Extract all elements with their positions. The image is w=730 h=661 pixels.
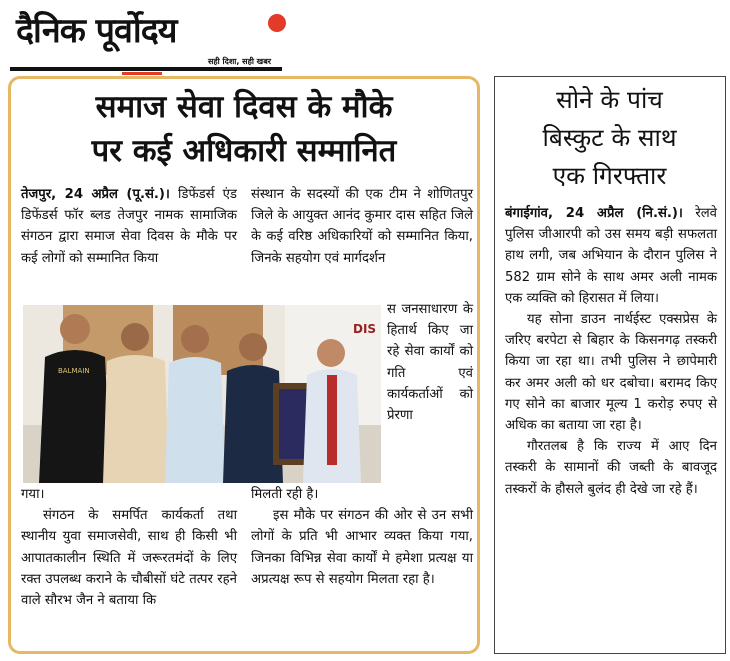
tagline: सही दिशा, सही खबर xyxy=(208,57,272,66)
story2-column xyxy=(505,203,717,500)
story1-para2: संगठन के समर्पित कार्यकर्ता तथा स्थानीय युवा समाजसेवी, साथ ही किसी भी आपातकालीन स्थिति में जरूरतमंदों के लिए रक्त उपलब्ध कराने के चौबीसों घंटे तत्पर रहने वाले सौरभ जैन ने बताया कि xyxy=(21,508,237,609)
story1-para-b1: संस्थान के सदस्यों की एक टीम ने शोणितपुर जिले के आयुक्त आनंद कुमार दास सहित जिले के कई वरिष्ठ अधिकारियों को सम्मानित किया, जिनके सहयोग एवं मार्गदर्शन xyxy=(251,187,473,266)
story1-headline-line1: समाज सेवा दिवस के मौके xyxy=(95,89,393,125)
story1-para1: डिफेंडर्स एंड डिफेंडर्स फॉर ब्लड तेजपुर नामक सामाजिक संगठन द्वारा समाज सेवा दिवस के मौके पर कई लोगों को सम्मानित किया xyxy=(21,187,237,266)
story1-para-b1-end: मिलती रही है। xyxy=(251,487,319,502)
masthead-rule xyxy=(10,67,282,71)
tshirt-text: BALMAIN xyxy=(58,367,90,375)
story-gold-biscuits-arrest xyxy=(494,76,726,654)
story1-column-b-lower xyxy=(251,484,473,590)
story1-headline-line2: पर कई अधिकारी सम्मानित xyxy=(91,133,397,169)
story1-photo xyxy=(23,305,381,483)
story1-para-c1: स जनसाधारण के हितार्थ किए जा रहे सेवा कार्यों को गति एवं कार्यकर्ताओं को प्रेरणा xyxy=(387,302,473,424)
story2-headline-line2: बिस्कुट के साथ xyxy=(542,123,677,152)
story2-para1: रेलवे पुलिस जीआरपी को उस समय बड़ी सफलता हाथ लगी, जब अभियान के दौरान पुलिस ने 582 ग्राम सोने के साथ अमर अली नामक एक व्यक्ति को हिरासत में लिया। xyxy=(505,206,717,306)
story2-headline-line3: एक गिरफ्तार xyxy=(552,161,667,190)
story1-para-b2: इस मौके पर संगठन की ओर से उन सभी लोगों के प्रति भी आभार व्यक्त किया गया, जिनका विभिन्न सेवा कार्यों मे हमेशा प्रत्यक्ष या अप्रत्यक्ष रूप से सहयोग मिलता रहा है। xyxy=(251,508,473,587)
story2-dateline: बंगाईगांव, 24 अप्रैल (नि.सं.)। xyxy=(505,206,683,221)
story2-para3: गौरतलब है कि राज्य में आए दिन तस्करी के सामानों की जब्ती के बावजूद तस्करों के हौसले बुलंद ही देखे जा रहे हैं। xyxy=(505,439,717,497)
story1-column-b xyxy=(251,184,473,269)
masthead-accent xyxy=(122,72,162,75)
story2-headline-line1: सोने के पांच xyxy=(556,85,663,114)
logo-sun-icon xyxy=(268,14,286,32)
story1-dateline: तेजपुर, 24 अप्रैल (पू.सं.)। xyxy=(21,187,170,202)
story1-para1-end: गया। xyxy=(21,487,45,502)
group-photo-image xyxy=(23,305,381,483)
story1-column-a-lower xyxy=(21,484,237,611)
story2-para2: यह सोना डाउन नार्थईस्ट एक्सप्रेस के जरिए बरपेटा से बिहार के किसनगढ़ तस्करी किया जा रहा था। तभी पुलिस ने छापेमारी कर अमर अली को धर दबोचा। बरामद किए गए सोने का बाजार मूल्य 1 करोड़ रुपए से अधिक का बताया जा रहा है। xyxy=(505,312,717,434)
story1-column-c xyxy=(387,299,473,426)
wall-text: DIS xyxy=(353,322,377,336)
newspaper-logo: दैनिक पूर्वोदय xyxy=(16,11,177,51)
story-social-service-day xyxy=(8,76,480,654)
story1-column-a xyxy=(21,184,237,269)
masthead xyxy=(10,4,290,72)
